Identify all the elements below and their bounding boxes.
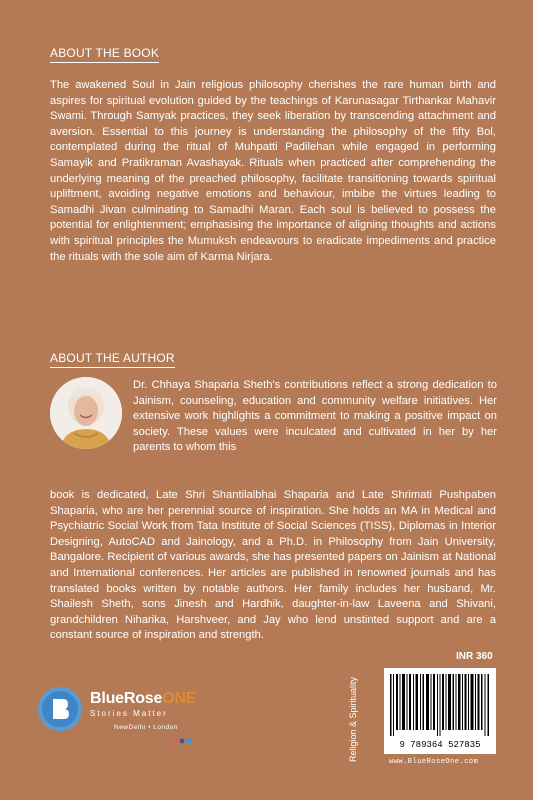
barcode	[384, 668, 496, 754]
publisher-brand-one: ONE	[162, 690, 197, 707]
about-author-text-continued: book is dedicated, Late Shri Shantilalbhai Shaparia and Late Shrimati Pushpaben Shaparia, who are her perennial source of inspiration. She holds an MA in Medical and Psychiatric Social Work from Tata Institute of Social Sciences (TISS), Diplomas in Interior Designing, AutoCAD and Jainology, and a Ph.D. in Philosophy from Jain University, Bangalore. Recipient of various awards, she has presented papers on Jainism at National and International conferences. Her articles are published in renowned journals and has translated books written by notable authors. Her family includes her husband, Mr. Shailesh Sheth, sons Jinesh and Hardhik, daughter-in-law Laveena and Shivani, grandchildren Niharika, Harshveer, and Jay who lend unstinted support and are a constant source of inspiration and strength.	[50, 489, 496, 642]
publisher-locations: NewDelhi • London	[114, 724, 178, 731]
about-book-heading: ABOUT THE BOOK	[50, 46, 159, 63]
about-book-text: The awakened Soul in Jain religious philosophy cherishes the rare human birth and aspires for spiritual evolution guided by the teachings of Karunasagar Tirthankar Mahavir Swami. Through Samyak practices, they seek liberation by transcending attachment and aversion. Essential to this journey is understanding the philosophy of the fifty Bol, contemplated during the ritual of Muhpatti Padilehan while engaged in performing Samayik and Pratikraman Avashayak. Rituals when practiced after comprehending the underlying meaning of the preached philosophy, facilitate transitioning towards spiritual upliftment, avoiding negative emotions and behaviour, imbibe the virtues leading to Samadhi Jivan culminating to Samadhi Maran. Each soul is believed to possess the potential for enlightenment; emphasising the importance of aligning thoughts and actions with spiritual principles the Mumuksh endeavours to eradicate impediments and practice the rituals with the sole aim of Karma Nirjara.	[50, 79, 496, 263]
author-portrait	[50, 377, 122, 449]
publisher-tagline: Stories Matter	[90, 709, 168, 718]
publisher-website: www.BlueRoseOne.com	[389, 758, 479, 766]
about-author-text-intro: Dr. Chhaya Shaparia Sheth's contributions reflect a strong dedication to Jainism, counseling, education and community welfare initiatives. Her extensive work highlights a commitment to making a positive impact on society. These values were inculcated and cultivated in her by her parents to whom this	[133, 379, 497, 454]
about-author-heading: ABOUT THE AUTHOR	[50, 351, 175, 368]
social-icons	[172, 738, 192, 746]
barcode-number: 9 789364 527835	[399, 740, 481, 750]
price-label: INR 360	[456, 651, 493, 662]
bluerose-logo-icon	[38, 687, 82, 731]
publisher-brand: BlueRose	[90, 690, 163, 707]
genre-label: Religion & Spirituality	[348, 676, 358, 762]
